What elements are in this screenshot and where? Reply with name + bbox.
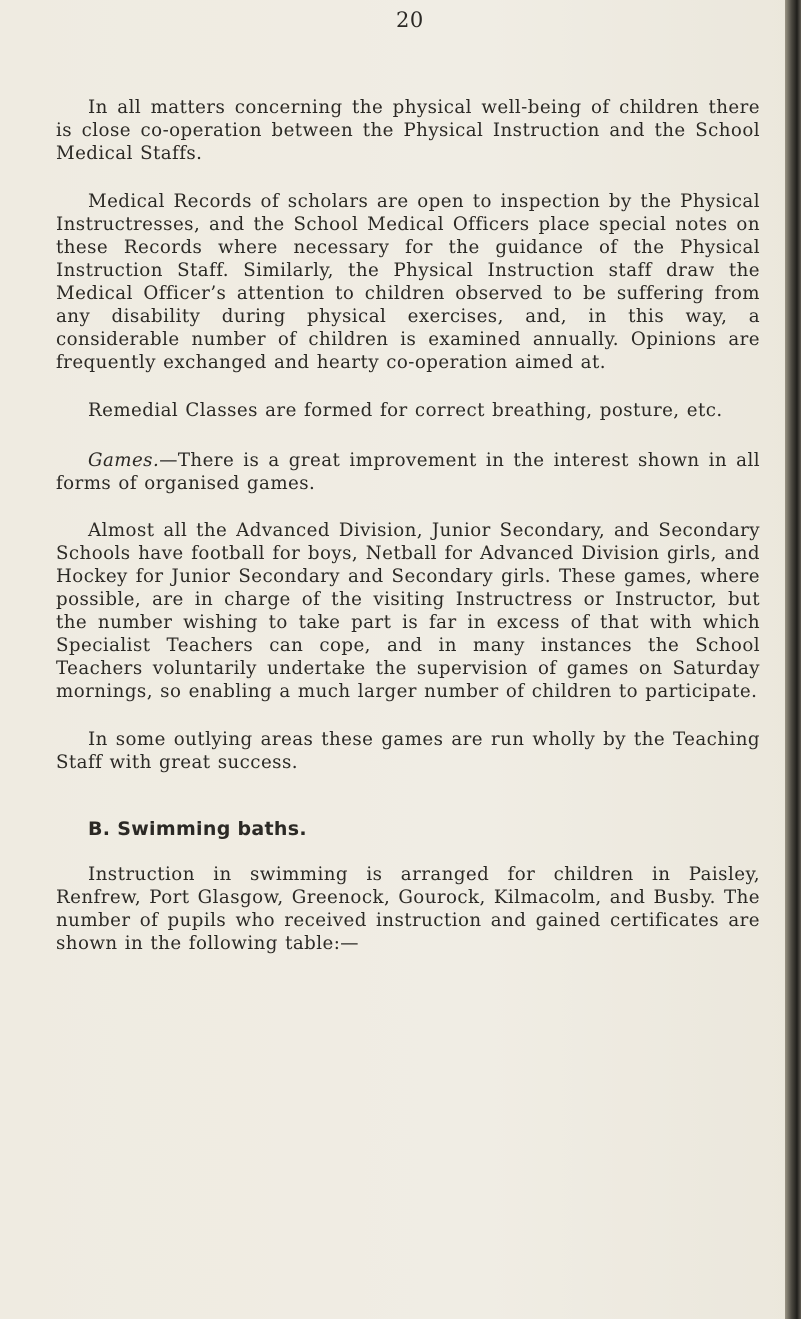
paragraph-outlying-areas: In some outlying areas these games are run wholly by the Teaching Staff with great success. (56, 729, 760, 773)
games-lead: Games. (88, 450, 160, 471)
document-body (56, 96, 760, 982)
page-binding-edge (785, 0, 801, 1319)
paragraph-school-games: Almost all the Advanced Division, Junior Secondary, and Secondary Schools have football for boys, Netball for Advanced Division girls, and Hockey for Junior Secondary and Secondary girls. These games, where possible, are in charge of the visiting Instructress or Instructor, but the number wishing to take part is far in excess of that with which Specialist Teachers can cope, and in many instances the School Teachers voluntarily undertake the supervision of games on Saturday mornings, so enabling a much larger number of children to participate. (56, 520, 760, 702)
paragraph-medical-records: Medical Records of scholars are open to inspection by the Physical Instructresses, and the School Medical Officers place special notes on these Records where necessary for the guidance of the Physical Instruction Staff. Similarly, the Physical Instruction staff draw the Medical Officer’s attention to children observed to be suffering from any disability during physical exercises, and, in this way, a considerable number of children is examined annually. Opinions are frequently exchanged and hearty co-operation aimed at. (56, 191, 760, 373)
paragraph-games (56, 449, 760, 495)
section-heading-swimming: B. Swimming baths. (88, 818, 307, 840)
paragraph-cooperation: In all matters concerning the physical well-being of children there is close co-operation between the Physical Instruction and the School Medical Staffs. (56, 97, 760, 164)
paragraph-swimming-instruction: Instruction in swimming is arranged for children in Paisley, Renfrew, Port Glasgow, Greenock, Gourock, Kilmacolm, and Busby. The number of pupils who received instruction and gained certificates are shown in the following table:— (56, 864, 760, 954)
page-number: 20 (396, 8, 424, 32)
paragraph-remedial-classes: Remedial Classes are formed for correct breathing, posture, etc. (88, 400, 723, 421)
games-text: —There is a great improvement in the interest shown in all forms of organised games. (56, 450, 760, 494)
